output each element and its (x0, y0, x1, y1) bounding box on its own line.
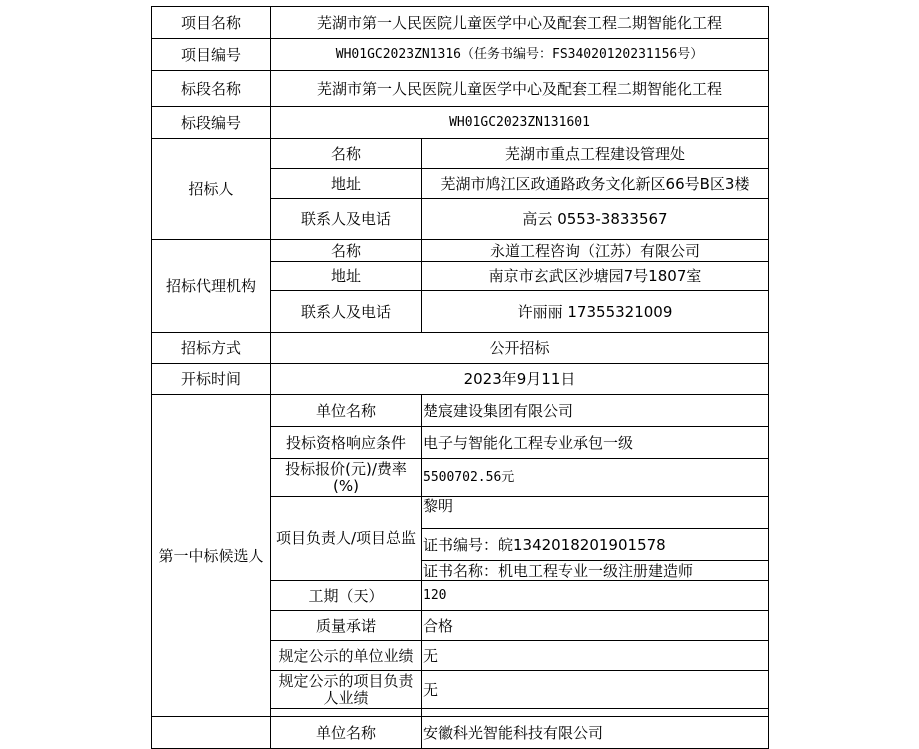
tenderer-contact-label: 联系人及电话 (271, 199, 422, 240)
table-row (152, 364, 769, 395)
bid-result-table (151, 6, 769, 749)
section-name-label: 标段名称 (152, 71, 271, 107)
candidate1-price-value: 5500702.56元 (422, 459, 769, 497)
candidate1-person-perf-label: 规定公示的项目负责人业绩 (271, 671, 422, 709)
table-row (152, 39, 769, 71)
agent-contact-value: 许丽丽 17355321009 (422, 291, 769, 333)
candidate1-unit-value: 楚宸建设集团有限公司 (422, 395, 769, 427)
tenderer-label: 招标人 (152, 139, 271, 240)
candidate1-person-perf-value: 无 (422, 671, 769, 709)
candidate1-unit-label: 单位名称 (271, 395, 422, 427)
candidate1-manager-label: 项目负责人/项目总监 (271, 497, 422, 581)
tenderer-name-label: 名称 (271, 139, 422, 169)
table-row (152, 395, 769, 427)
section-code-value: WH01GC2023ZN131601 (271, 107, 769, 139)
table-row (152, 7, 769, 39)
agent-contact-label: 联系人及电话 (271, 291, 422, 333)
opening-value: 2023年9月11日 (271, 364, 769, 395)
project-code-value: WH01GC2023ZN1316（任务书编号：FS34020120231156号） (271, 39, 769, 71)
candidate1-cert-no: 证书编号：皖1342018201901578 (422, 529, 769, 561)
method-value: 公开招标 (271, 333, 769, 364)
opening-label: 开标时间 (152, 364, 271, 395)
table-row (152, 139, 769, 169)
candidate1-unit-perf-label: 规定公示的单位业绩 (271, 641, 422, 671)
method-label: 招标方式 (152, 333, 271, 364)
tenderer-address-label: 地址 (271, 169, 422, 199)
agent-address-label: 地址 (271, 262, 422, 291)
project-name-value: 芜湖市第一人民医院儿童医学中心及配套工程二期智能化工程 (271, 7, 769, 39)
candidate2-unit-label: 单位名称 (271, 717, 422, 749)
tenderer-contact-value: 高云 0553-3833567 (422, 199, 769, 240)
agent-label: 招标代理机构 (152, 240, 271, 333)
project-code-label: 项目编号 (152, 39, 271, 71)
candidate1-price-label: 投标报价(元)/费率(%) (271, 459, 422, 497)
section-code-label: 标段编号 (152, 107, 271, 139)
section-name-value: 芜湖市第一人民医院儿童医学中心及配套工程二期智能化工程 (271, 71, 769, 107)
candidate1-manager-name: 黎明 (422, 497, 769, 529)
candidate1-qual-label: 投标资格响应条件 (271, 427, 422, 459)
candidate1-quality-label: 质量承诺 (271, 611, 422, 641)
candidate1-label: 第一中标候选人 (152, 395, 271, 717)
candidate1-period-value: 120 (422, 581, 769, 611)
agent-name-label: 名称 (271, 240, 422, 262)
table-row (152, 333, 769, 364)
table-row (152, 240, 769, 262)
candidate2-unit-value: 安徽科光智能科技有限公司 (422, 717, 769, 749)
agent-address-value: 南京市玄武区沙塘园7号1807室 (422, 262, 769, 291)
agent-name-value: 永道工程咨询（江苏）有限公司 (422, 240, 769, 262)
candidate1-qual-value: 电子与智能化工程专业承包一级 (422, 427, 769, 459)
table-row (152, 71, 769, 107)
tenderer-address-value: 芜湖市鸠江区政通路政务文化新区66号B区3楼 (422, 169, 769, 199)
candidate1-period-label: 工期（天） (271, 581, 422, 611)
table-row (152, 107, 769, 139)
tenderer-name-value: 芜湖市重点工程建设管理处 (422, 139, 769, 169)
candidate1-unit-perf-value: 无 (422, 641, 769, 671)
candidate1-cert-name: 证书名称：机电工程专业一级注册建造师 (422, 561, 769, 581)
project-name-label: 项目名称 (152, 7, 271, 39)
candidate1-quality-value: 合格 (422, 611, 769, 641)
